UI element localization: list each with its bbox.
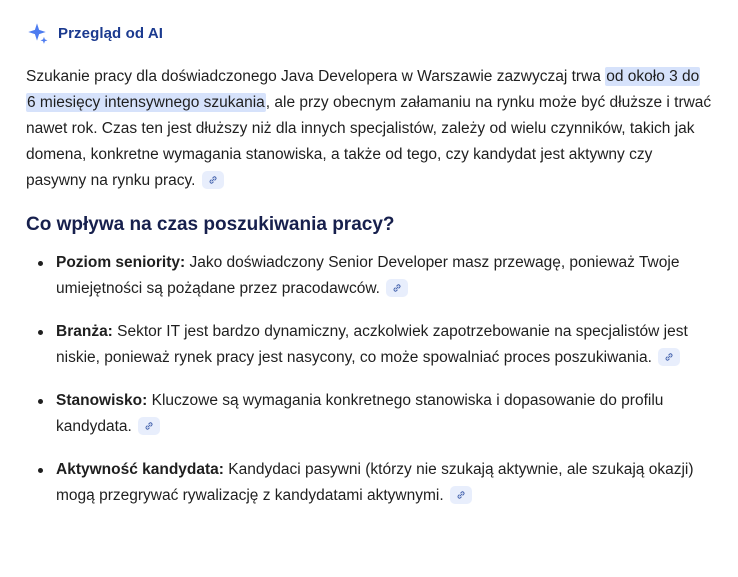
intro-text-part1: Szukanie pracy dla doświadczonego Java Developera w Warszawie zazwyczaj trwa (26, 68, 606, 85)
list-item (26, 319, 712, 371)
list-item-text: Sektor IT jest bardzo dynamiczny, aczkolwiek zapotrzebowanie na specjalistów jest niskie, ponieważ rynek pracy jest nasycony, co może spowalniać proces poszukiwania. (56, 323, 688, 366)
ai-overview-title: Przegląd od AI (58, 24, 164, 42)
list-item-text: Jako doświadczony Senior Developer masz przewagę, ponieważ Twoje umiejętności są pożądane przez pracodawców. (56, 254, 680, 297)
list-item-text: Kandydaci pasywni (którzy nie szukają aktywnie, ale szukają okazji) mogą przegrywać rywalizację z kandydatami aktywnymi. (56, 461, 694, 504)
section-title: Co wpływa na czas poszukiwania pracy? (26, 214, 395, 235)
list-item-lead: Aktywność kandydata: (56, 461, 224, 478)
factors-list (26, 250, 712, 509)
intro-text-part2: , ale przy obecnym załamaniu na rynku może być dłuższe i trwać nawet rok. Czas ten jest dłuższy niż dla innych specjalistów, zależy od wielu czynników, takich jak domena, konkretne wymagania stanowiska, a także od tego, czy kandydat jest aktywny czy pasywny na rynku pracy. (26, 94, 712, 189)
citation-chip[interactable] (202, 171, 224, 189)
list-item (26, 457, 712, 509)
list-item-lead: Poziom seniority: (56, 254, 186, 271)
highlighted-answer: od około 3 do 6 miesięcy intensywnego szukania (27, 68, 700, 111)
list-item (26, 250, 712, 302)
citation-chip[interactable] (658, 348, 680, 366)
list-item (26, 388, 712, 440)
citation-chip[interactable] (450, 486, 472, 504)
intro-paragraph (26, 64, 712, 194)
list-item-lead: Stanowisko: (56, 392, 148, 409)
list-item-text: Kluczowe są wymagania konkretnego stanowiska i dopasowanie do profilu kandydata. (56, 392, 664, 435)
ai-overview-header (26, 22, 712, 44)
citation-chip[interactable] (138, 417, 160, 435)
sparkle-icon (26, 22, 48, 44)
citation-chip[interactable] (386, 279, 408, 297)
list-item-lead: Branża: (56, 323, 113, 340)
